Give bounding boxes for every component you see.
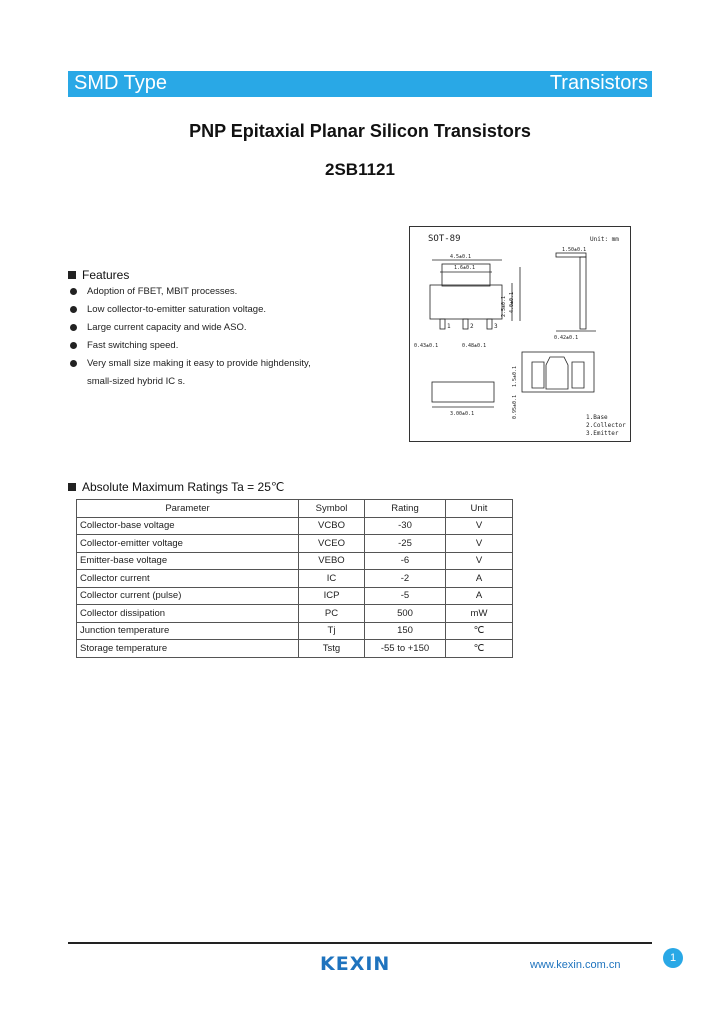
- symbol-cell: VCEO: [299, 535, 365, 553]
- dim-overall-height: 4.0±0.1: [509, 291, 515, 313]
- parameter-cell: Collector-base voltage: [77, 517, 299, 535]
- features-heading-text: Features: [82, 268, 130, 282]
- feature-item: [70, 285, 311, 303]
- pin-label-1: 1: [447, 323, 451, 330]
- ratings-heading-text: Absolute Maximum Ratings Ta = 25: [82, 480, 271, 494]
- package-drawing: [409, 226, 631, 442]
- dim-center-pin: 0.48±0.1: [462, 343, 487, 349]
- ratings-heading: [68, 480, 284, 494]
- symbol-cell: PC: [299, 605, 365, 623]
- dim-thickness: 1.50±0.1: [562, 247, 587, 253]
- table-row: [77, 535, 513, 553]
- rating-cell: -5: [365, 587, 446, 605]
- table-row: [77, 640, 513, 658]
- table-row: [77, 605, 513, 623]
- bullet-icon: [70, 288, 77, 295]
- bullet-icon: [70, 342, 77, 349]
- rating-cell: 500: [365, 605, 446, 623]
- parameter-cell: Emitter-base voltage: [77, 552, 299, 570]
- parameter-cell: Collector-emitter voltage: [77, 535, 299, 553]
- parameter-cell: Collector current: [77, 570, 299, 588]
- document-title: PNP Epitaxial Planar Silicon Transistors: [189, 121, 531, 141]
- feature-item-continuation: small-sized hybrid IC s.: [87, 376, 186, 387]
- kexin-logo: KEXIN: [320, 953, 391, 975]
- column-header: Rating: [365, 500, 446, 518]
- feature-text: Large current capacity and wide ASO.: [87, 322, 247, 333]
- feature-item: [70, 357, 311, 375]
- dim-pin-width: 0.43±0.1: [414, 343, 439, 349]
- table-header-row: [77, 500, 513, 518]
- pin-label-2: 2: [470, 323, 474, 330]
- feature-item: [70, 303, 311, 321]
- unit-cell: V: [446, 552, 513, 570]
- features-heading: [68, 268, 129, 282]
- feature-text: Adoption of FBET, MBIT processes.: [87, 286, 238, 297]
- rating-cell: -2: [365, 570, 446, 588]
- dim-width: 4.5±0.1: [450, 254, 472, 260]
- parameter-cell: Collector current (pulse): [77, 587, 299, 605]
- unit-cell: A: [446, 587, 513, 605]
- header-banner: [68, 71, 652, 97]
- footer-divider: [68, 942, 652, 944]
- ratings-heading-unit: ℃: [270, 480, 285, 494]
- feature-text: Very small size making it easy to provide highdensity,: [87, 358, 311, 369]
- rating-cell: -25: [365, 535, 446, 553]
- part-number: 2SB1121: [325, 160, 395, 179]
- dim-tab-width: 1.6±0.1: [454, 265, 476, 271]
- pin-label-3: 3: [494, 323, 498, 330]
- unit-cell: V: [446, 535, 513, 553]
- dim-lead-length: 1.5±0.1: [512, 365, 518, 387]
- pin-legend-collector: 2.Collector: [586, 422, 626, 429]
- column-header: Symbol: [299, 500, 365, 518]
- bullet-icon: [70, 360, 77, 367]
- symbol-cell: ICP: [299, 587, 365, 605]
- pin-legend-emitter: 3.Emitter: [586, 430, 619, 437]
- feature-text: Fast switching speed.: [87, 340, 179, 351]
- feature-item: [70, 339, 311, 357]
- unit-cell: ℃: [446, 640, 513, 658]
- dim-height: 2.5±0.1: [501, 295, 507, 317]
- rating-cell: -55 to +150: [365, 640, 446, 658]
- unit-cell: ℃: [446, 622, 513, 640]
- package-unit: Unit: mm: [590, 236, 619, 243]
- table-row: [77, 570, 513, 588]
- dim-pin-span: 3.00±0.1: [450, 411, 475, 417]
- column-header: Parameter: [77, 500, 299, 518]
- square-bullet-icon: [68, 271, 76, 279]
- rating-cell: 150: [365, 622, 446, 640]
- symbol-cell: Tstg: [299, 640, 365, 658]
- column-header: Unit: [446, 500, 513, 518]
- features-list: [70, 285, 311, 393]
- ratings-table: [76, 499, 513, 658]
- symbol-cell: Tj: [299, 622, 365, 640]
- feature-item: [70, 321, 311, 339]
- symbol-cell: VCBO: [299, 517, 365, 535]
- table-row: [77, 622, 513, 640]
- header-product-type: Transistors: [549, 72, 648, 94]
- symbol-cell: IC: [299, 570, 365, 588]
- rating-cell: -30: [365, 517, 446, 535]
- bullet-icon: [70, 324, 77, 331]
- unit-cell: mW: [446, 605, 513, 623]
- dim-bottom-height: 0.95±0.1: [512, 394, 518, 419]
- package-name: SOT-89: [428, 234, 461, 244]
- package-side-view: [556, 253, 596, 331]
- symbol-cell: VEBO: [299, 552, 365, 570]
- header-category: SMD Type: [74, 72, 167, 94]
- footer-url[interactable]: www.kexin.com.cn: [530, 959, 621, 971]
- parameter-cell: Collector dissipation: [77, 605, 299, 623]
- unit-cell: A: [446, 570, 513, 588]
- parameter-cell: Junction temperature: [77, 622, 299, 640]
- table-row: [77, 587, 513, 605]
- page-number-badge: 1: [663, 948, 683, 968]
- table-row: [77, 517, 513, 535]
- pin-legend-base: 1.Base: [586, 414, 608, 421]
- dim-lead-thickness: 0.42±0.1: [554, 335, 579, 341]
- bullet-icon: [70, 306, 77, 313]
- table-row: [77, 552, 513, 570]
- rating-cell: -6: [365, 552, 446, 570]
- square-bullet-icon: [68, 483, 76, 491]
- feature-text: Low collector-to-emitter saturation voltage.: [87, 304, 266, 315]
- parameter-cell: Storage temperature: [77, 640, 299, 658]
- unit-cell: V: [446, 517, 513, 535]
